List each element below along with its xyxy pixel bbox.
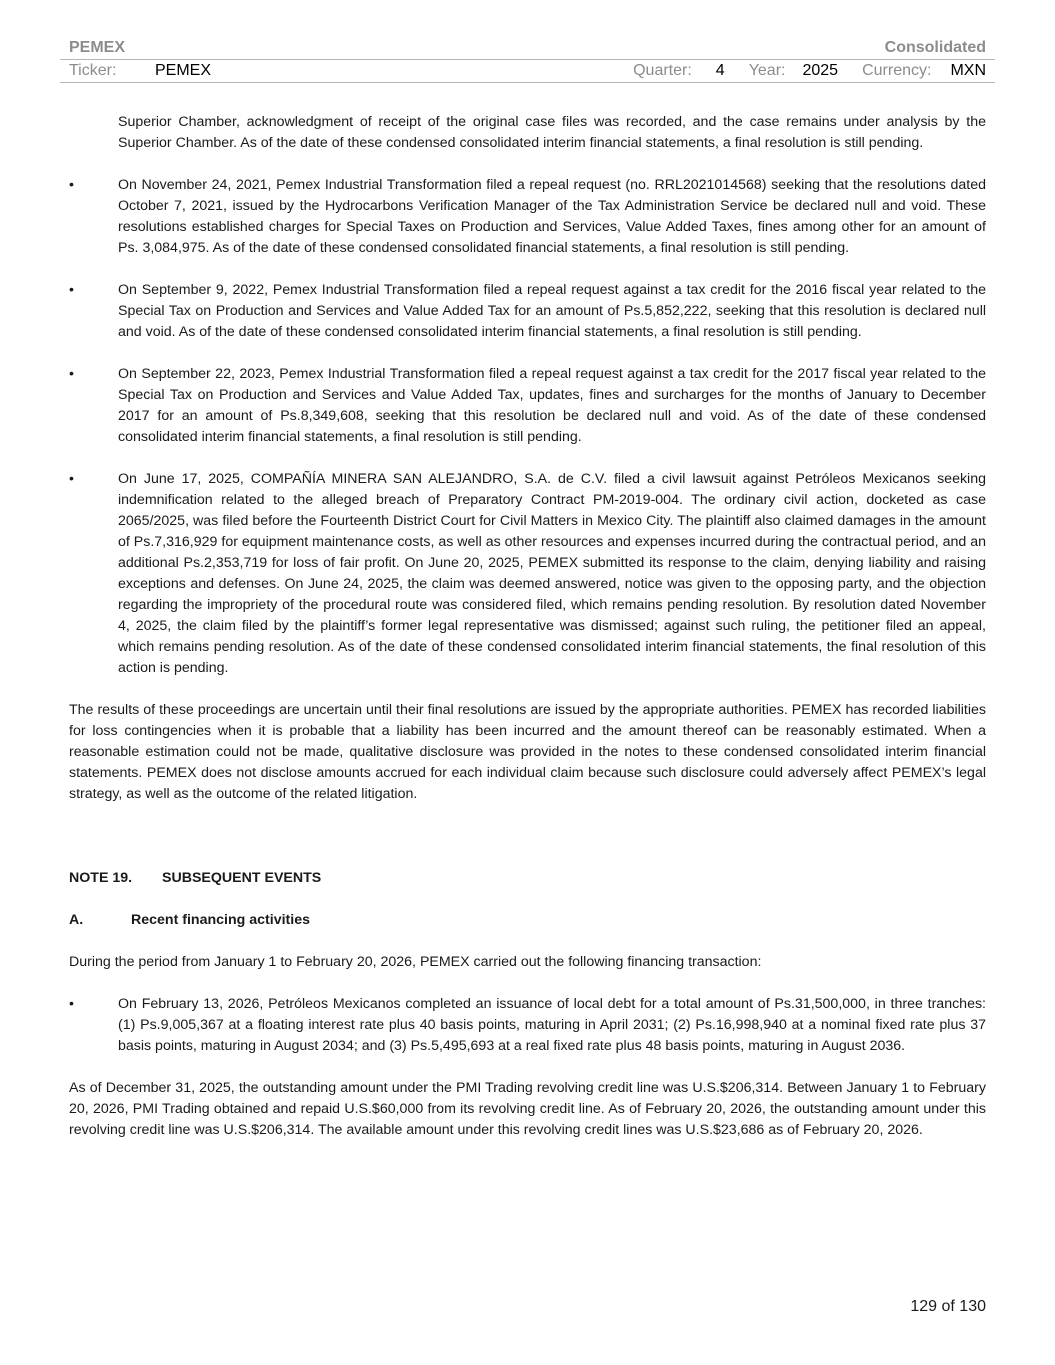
bullet-text: On February 13, 2026, Petróleos Mexicanos completed an issuance of local debt for a total amount of Ps.31,500,000, in three tranches: (1) Ps.9,005,367 at a floating interest rate plus 40 basis points, maturing in April 2031; (2) Ps.16,998,940 at a nominal fixed rate plus 37 basis points, maturing in August 2034; and (3) Ps.5,495,693 at a real fixed rate plus 48 basis points, maturing in August 2036.	[118, 996, 986, 1054]
summary-paragraph: The results of these proceedings are uncertain until their final resolutions are issued by the appropriate authorities. PEMEX has recorded liabilities for loss contingencies when it is probable that a liability has been incurred and the amount thereof can be reasonably estimated. When a reasonable estimation could not be made, qualitative disclosure was provided in the notes to these condensed consolidated interim financial statements. PEMEX does not disclose amounts accrued for each individual claim because such disclosure could adversely affect PEMEX’s legal strategy, as well as the outcome of the related litigation.	[69, 702, 986, 802]
credit-line-paragraph: As of December 31, 2025, the outstanding amount under the PMI Trading revolving credit line was U.S.$206,314. Between January 1 to February 20, 2026, PMI Trading obtained and repaid U.S.$60,000 from its revolving credit line. As of February 20, 2026, the outstanding amount under this revolving credit line was U.S.$206,314. The available amount under this revolving credit lines was U.S.$23,686 as of February 20, 2026.	[69, 1080, 986, 1138]
bullet-icon: •	[69, 471, 74, 487]
section-letter: A.	[69, 912, 84, 928]
litigation-bullet	[69, 175, 986, 259]
note-heading	[69, 868, 986, 889]
bullet-icon: •	[69, 366, 74, 382]
bullet-text: On June 17, 2025, COMPAÑÍA MINERA SAN ALEJANDRO, S.A. de C.V. filed a civil lawsuit against Petróleos Mexicanos seeking indemnification related to the alleged breach of Preparatory Contract PM-2019-004. The ordinary civil action, docketed as case 2065/2025, was filed before the Fourteenth District Court for Civil Matters in Mexico City. The plaintiff also claimed damages in the amount of Ps.7,316,929 for equipment maintenance costs, as well as other resources and expenses incurred during the contractual period, and an additional Ps.2,353,719 for loss of fair profit. On June 20, 2025, PEMEX submitted its response to the claim, denying liability and raising exceptions and defenses. On June 24, 2025, the claim was deemed answered, notice was given to the opposing party, and the objection regarding the impropriety of the procedural route was considered filed, which remains pending resolution. By resolution dated November 4, 2025, the claim filed by the plaintiff’s former legal representative was dismissed; against such ruling, the petitioner filed an appeal, which remains pending resolution. As of the date of these condensed consolidated interim financial statements, the final resolution of this action is pending.	[118, 471, 986, 676]
section-title: Recent financing activities	[131, 912, 310, 928]
litigation-bullet	[69, 469, 986, 679]
bullet-text: On September 22, 2023, Pemex Industrial Transformation filed a repeal request against a tax credit for the 2017 fiscal year related to the Special Tax on Production and Services and Value Added Tax, updates, fines and surcharges for the months of January to December 2017 for an amount of Ps.8,349,608, seeking that this resolution be declared null and void. As of the date of these condensed consolidated interim financial statements, a final resolution is still pending.	[118, 366, 986, 445]
bullet-icon: •	[69, 177, 74, 193]
continuation-paragraph: Superior Chamber, acknowledgment of receipt of the original case files was recorded, and the case remains under analysis by the Superior Chamber. As of the date of these condensed consolidated interim financial statements, a final resolution is still pending.	[118, 114, 986, 151]
document-body	[69, 112, 986, 1141]
page-number: 129 of 130	[910, 1298, 986, 1315]
quarter-label: Quarter:	[633, 62, 692, 79]
litigation-bullet	[69, 364, 986, 448]
section-heading	[69, 910, 986, 931]
report-header-meta	[60, 60, 995, 83]
currency-label: Currency:	[862, 62, 932, 79]
note-number: NOTE 19.	[69, 870, 133, 886]
report-header-top	[60, 36, 995, 60]
note-title: SUBSEQUENT EVENTS	[162, 870, 322, 886]
financing-bullet	[69, 994, 986, 1057]
bullet-icon: •	[69, 996, 74, 1012]
litigation-bullet	[69, 280, 986, 343]
year-value: 2025	[802, 62, 839, 79]
ticker-value: PEMEX	[155, 62, 212, 79]
ticker-label: Ticker:	[69, 62, 117, 79]
year-label: Year:	[748, 62, 786, 79]
quarter-value: 4	[715, 62, 725, 79]
currency-value: MXN	[950, 62, 986, 79]
company-name: PEMEX	[69, 39, 126, 56]
bullet-icon: •	[69, 282, 74, 298]
bullet-text: On September 9, 2022, Pemex Industrial Transformation filed a repeal request against a tax credit for the 2016 fiscal year related to the Special Tax on Production and Services and Value Added Tax for an amount of Ps.5,852,222, seeking that this resolution is declared null and void. As of the date of these condensed consolidated interim financial statements, a final resolution is still pending.	[118, 282, 986, 340]
report-type: Consolidated	[884, 39, 986, 56]
bullet-text: On November 24, 2021, Pemex Industrial Transformation filed a repeal request (no. RRL2021014568) seeking that the resolutions dated October 7, 2021, issued by the Hydrocarbons Verification Manager of the Tax Administration Service be declared null and void. These resolutions established charges for Special Taxes on Production and Services, Value Added Taxes, fines among other for an amount of Ps. 3,084,975. As of the date of these condensed consolidated financial statements, a final resolution is still pending.	[118, 177, 986, 256]
intro-paragraph: During the period from January 1 to February 20, 2026, PEMEX carried out the following financing transaction:	[69, 954, 762, 970]
